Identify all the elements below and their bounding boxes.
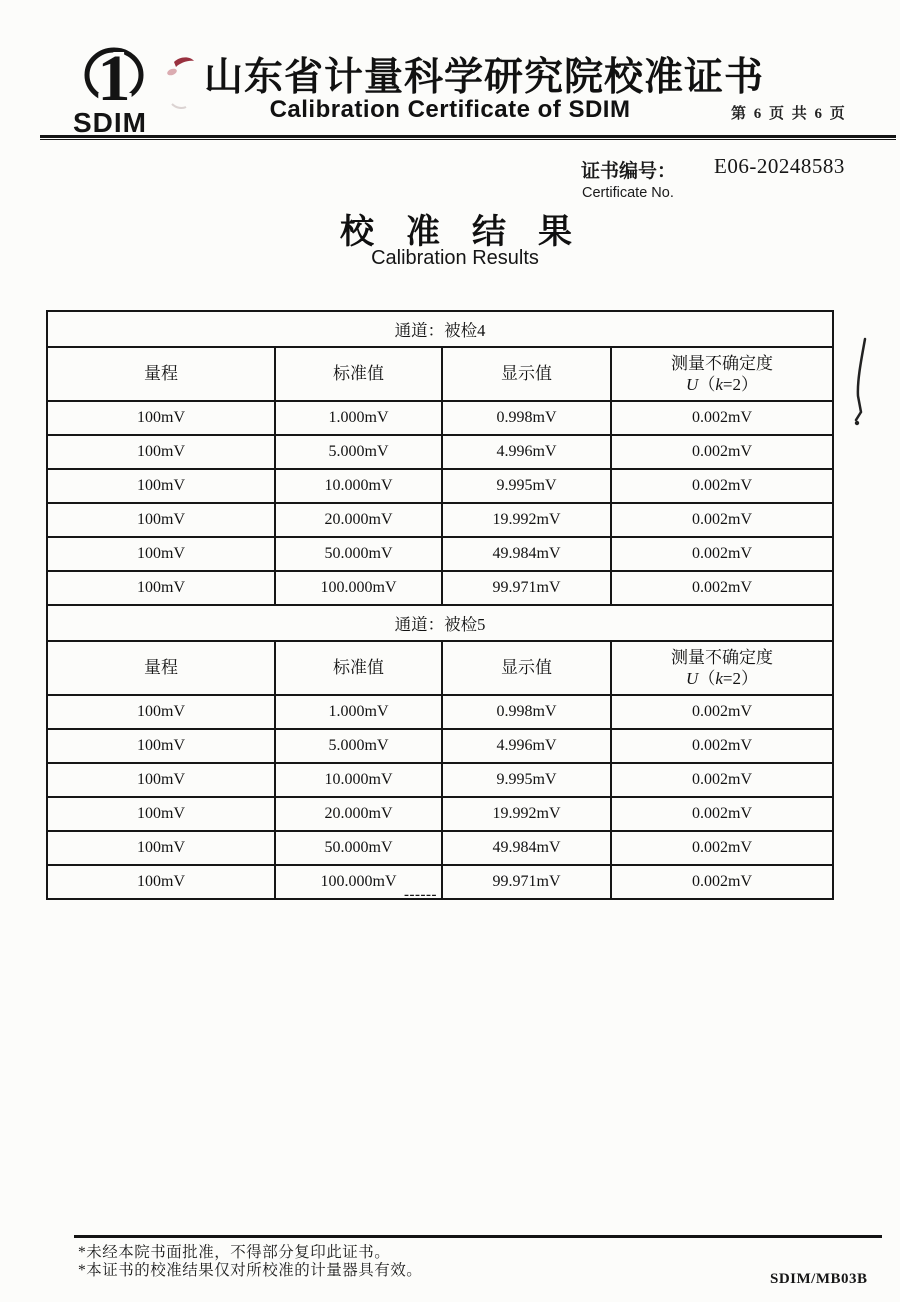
- standard-cell: 50.000mV: [275, 831, 442, 865]
- page-number: 第 6 页 共 6 页: [731, 106, 847, 122]
- standard-cell: 100.000mV: [275, 571, 442, 605]
- standard-cell: 5.000mV: [275, 729, 442, 763]
- table-header-row: [47, 347, 833, 401]
- col-header-standard-value: 标准值: [275, 641, 442, 695]
- standard-cell: 1.000mV: [275, 695, 442, 729]
- table-row: [47, 729, 833, 763]
- displayed-cell: 0.998mV: [442, 695, 611, 729]
- red-pen-mark: [160, 48, 204, 118]
- calibration-table: [46, 310, 834, 900]
- footer-divider: [74, 1235, 882, 1238]
- table-row: [47, 831, 833, 865]
- standard-cell: 20.000mV: [275, 797, 442, 831]
- range-cell: 100mV: [47, 503, 275, 537]
- range-cell: 100mV: [47, 831, 275, 865]
- end-of-results-separator: ------: [404, 887, 437, 903]
- channel-row-5: [47, 605, 833, 641]
- uncertainty-cell: 0.002mV: [611, 797, 833, 831]
- svg-text:1: 1: [97, 42, 131, 115]
- displayed-cell: 4.996mV: [442, 729, 611, 763]
- uncertainty-label-line2: U（k=2）: [686, 669, 758, 688]
- range-cell: 100mV: [47, 865, 275, 899]
- table-row: [47, 763, 833, 797]
- logo-text: SDIM: [73, 107, 147, 136]
- header-divider: [40, 135, 896, 140]
- institute-title-cn: 山东省计量科学研究院校准证书: [204, 56, 765, 99]
- sdim-logo: [58, 40, 166, 136]
- section-title-en: Calibration Results: [371, 247, 539, 269]
- col-header-standard-value: 标准值: [275, 347, 442, 401]
- range-cell: 100mV: [47, 729, 275, 763]
- certificate-no-label-cn: 证书编号：: [581, 161, 677, 182]
- uncertainty-cell: 0.002mV: [611, 695, 833, 729]
- displayed-cell: 19.992mV: [442, 797, 611, 831]
- standard-cell: 50.000mV: [275, 537, 442, 571]
- table-row: [47, 797, 833, 831]
- displayed-cell: 49.984mV: [442, 831, 611, 865]
- section-title-cn: 校准结果: [340, 213, 604, 251]
- sdim-logo-icon: [58, 40, 166, 136]
- displayed-cell: 9.995mV: [442, 469, 611, 503]
- uncertainty-cell: 0.002mV: [611, 537, 833, 571]
- range-cell: 100mV: [47, 695, 275, 729]
- uncertainty-label-line1: 测量不确定度: [671, 647, 773, 667]
- uncertainty-cell: 0.002mV: [611, 435, 833, 469]
- standard-cell: 1.000mV: [275, 401, 442, 435]
- displayed-cell: 9.995mV: [442, 763, 611, 797]
- standard-cell: 5.000mV: [275, 435, 442, 469]
- range-cell: 100mV: [47, 435, 275, 469]
- uncertainty-cell: 0.002mV: [611, 865, 833, 899]
- displayed-cell: 99.971mV: [442, 571, 611, 605]
- channel-label: 通道：被检5: [47, 605, 833, 641]
- col-header-displayed-value: 显示值: [442, 347, 611, 401]
- col-header-uncertainty: [611, 641, 833, 695]
- table-row: [47, 503, 833, 537]
- uncertainty-cell: 0.002mV: [611, 401, 833, 435]
- standard-cell: 20.000mV: [275, 503, 442, 537]
- table-row: [47, 469, 833, 503]
- displayed-cell: 99.971mV: [442, 865, 611, 899]
- col-header-range: 量程: [47, 347, 275, 401]
- displayed-cell: 19.992mV: [442, 503, 611, 537]
- footer-note-2: *本证书的校准结果仅对所校准的计量器具有效。: [78, 1262, 423, 1279]
- table-header-row: [47, 641, 833, 695]
- range-cell: 100mV: [47, 797, 275, 831]
- uncertainty-cell: 0.002mV: [611, 503, 833, 537]
- form-code: SDIM/MB03B: [770, 1271, 868, 1287]
- footer-note-1: *未经本院书面批准，不得部分复印此证书。: [78, 1244, 391, 1261]
- displayed-cell: 49.984mV: [442, 537, 611, 571]
- channel-row-4: [47, 311, 833, 347]
- uncertainty-cell: 0.002mV: [611, 831, 833, 865]
- table-row: [47, 695, 833, 729]
- uncertainty-cell: 0.002mV: [611, 763, 833, 797]
- uncertainty-cell: 0.002mV: [611, 571, 833, 605]
- range-cell: 100mV: [47, 537, 275, 571]
- channel-label: 通道：被检4: [47, 311, 833, 347]
- table-row: [47, 401, 833, 435]
- table-row: [47, 865, 833, 899]
- uncertainty-cell: 0.002mV: [611, 729, 833, 763]
- institute-title-en: Calibration Certificate of SDIM: [269, 96, 631, 123]
- col-header-uncertainty: [611, 347, 833, 401]
- standard-cell: 10.000mV: [275, 469, 442, 503]
- table-row: [47, 537, 833, 571]
- displayed-cell: 0.998mV: [442, 401, 611, 435]
- uncertainty-label-line2: U（k=2）: [686, 375, 758, 394]
- standard-cell: 100.000mV: [275, 865, 442, 899]
- uncertainty-label-line1: 测量不确定度: [671, 353, 773, 373]
- col-header-displayed-value: 显示值: [442, 641, 611, 695]
- uncertainty-cell: 0.002mV: [611, 469, 833, 503]
- table-row: [47, 435, 833, 469]
- table-row: [47, 571, 833, 605]
- col-header-range: 量程: [47, 641, 275, 695]
- certificate-no-label-en: Certificate No.: [582, 185, 674, 201]
- standard-cell: 10.000mV: [275, 763, 442, 797]
- range-cell: 100mV: [47, 401, 275, 435]
- scan-artifact-mark: [848, 336, 874, 432]
- displayed-cell: 4.996mV: [442, 435, 611, 469]
- range-cell: 100mV: [47, 571, 275, 605]
- range-cell: 100mV: [47, 763, 275, 797]
- certificate-no-value: E06-20248583: [714, 154, 845, 178]
- range-cell: 100mV: [47, 469, 275, 503]
